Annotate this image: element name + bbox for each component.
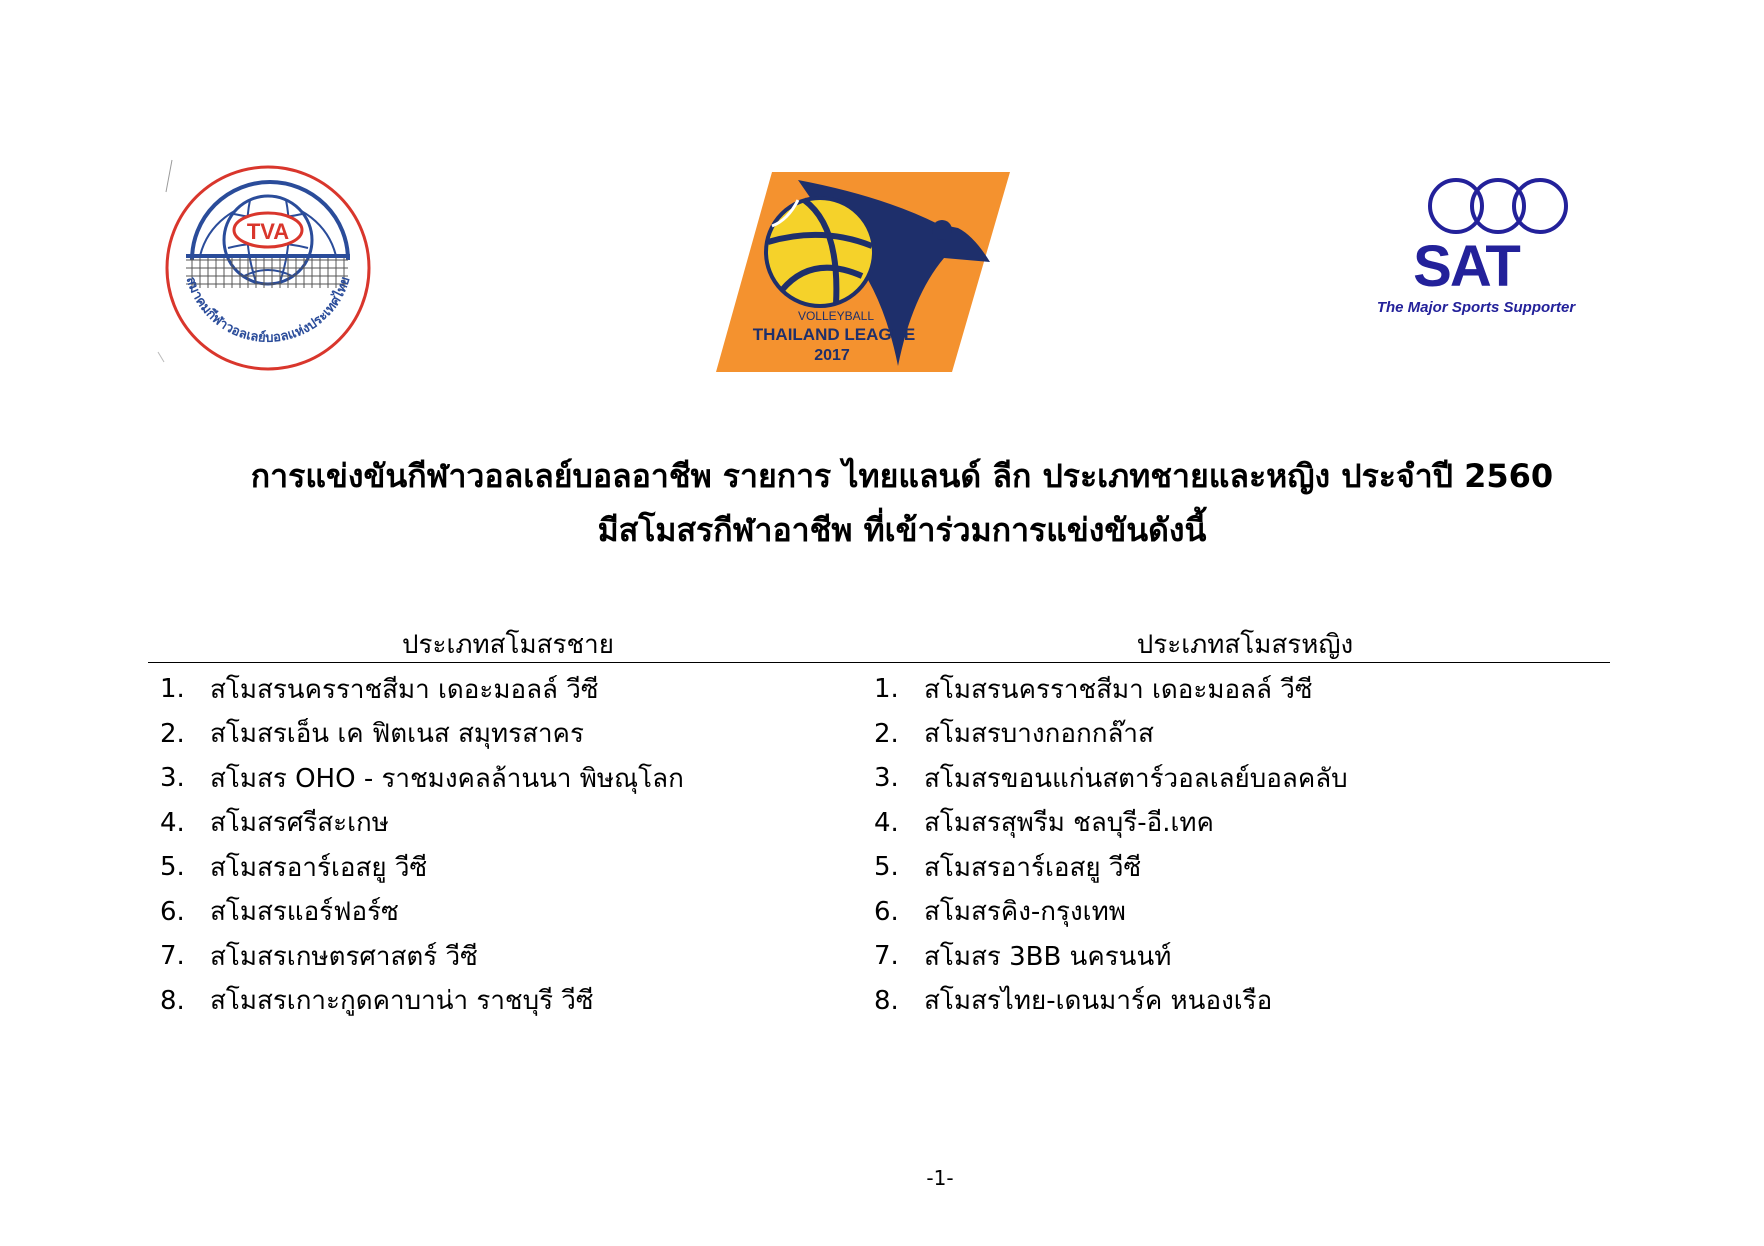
list-item <box>160 667 860 712</box>
league-line3: 2017 <box>814 347 850 364</box>
list-item <box>874 845 1574 890</box>
club-name: สโมสร OHO - ราชมงคลล้านนา พิษณุโลก <box>210 763 684 794</box>
club-name: สโมสรอาร์เอสยู วีซี <box>210 852 428 883</box>
document-title-line2: มีสโมสรกีฬาอาชีพ ที่เข้าร่วมการแข่งขันดังนี้ <box>597 511 1207 549</box>
list-item <box>874 979 1574 1024</box>
league-line2: THAILAND LEAGUE <box>752 325 916 344</box>
sat-tagline: The Major Sports Supporter <box>1378 299 1576 316</box>
club-name: สโมสรไทย-เดนมาร์ค หนองเรือ <box>924 986 1273 1017</box>
club-number: 8. <box>160 985 185 1016</box>
list-item <box>160 845 860 890</box>
club-name: สโมสรนครราชสีมา เดอะมอลล์ วีซี <box>210 674 599 705</box>
club-number: 7. <box>874 941 899 972</box>
list-item <box>874 934 1574 979</box>
club-name: สโมสรศรีสะเกษ <box>210 808 389 839</box>
tva-ring-text: สมาคมกีฬาวอลเลย์บอลแห่งประเทศไทย <box>182 275 354 346</box>
sat-logo <box>1378 166 1578 326</box>
men-clubs-list <box>160 667 860 1023</box>
club-number: 8. <box>874 985 899 1016</box>
club-number: 6. <box>160 896 185 927</box>
club-number: 5. <box>874 852 899 883</box>
page-number: -1- <box>926 1166 954 1190</box>
club-number: 2. <box>160 718 185 749</box>
club-number: 5. <box>160 852 185 883</box>
list-item <box>874 756 1574 801</box>
club-number: 1. <box>874 674 899 705</box>
club-number: 6. <box>874 896 899 927</box>
list-item <box>160 934 860 979</box>
men-clubs-header: ประเภทสโมสรชาย <box>402 630 614 660</box>
list-item <box>874 667 1574 712</box>
league-line1: VOLLEYBALL <box>797 309 875 323</box>
club-name: สโมสรเกาะกูดคาบาน่า ราชบุรี วีซี <box>210 986 594 1017</box>
women-clubs-list <box>874 667 1574 1023</box>
club-number: 2. <box>874 718 899 749</box>
list-item <box>874 712 1574 757</box>
list-item <box>160 801 860 846</box>
list-item <box>160 979 860 1024</box>
tva-logo <box>152 152 384 384</box>
club-name: สโมสรสุพรีม ชลบุรี-อี.เทค <box>924 808 1214 839</box>
document-title-line1: การแข่งขันกีฬาวอลเลย์บอลอาชีพ รายการ ไทยแลนด์ ลีก ประเภทชายและหญิง ประจำปี 2560 <box>250 457 1554 495</box>
list-item <box>874 890 1574 935</box>
club-name: สโมสรบางกอกกล๊าส <box>924 719 1154 750</box>
club-number: 1. <box>160 674 185 705</box>
club-name: สโมสรอาร์เอสยู วีซี <box>924 852 1142 883</box>
list-item <box>160 756 860 801</box>
women-header-rule <box>868 662 1610 663</box>
sat-abbr: SAT <box>1413 234 1519 299</box>
volleyball-thailand-league-logo <box>712 166 1022 378</box>
club-name: สโมสรขอนแก่นสตาร์วอลเลย์บอลคลับ <box>924 763 1348 794</box>
club-name: สโมสรนครราชสีมา เดอะมอลล์ วีซี <box>924 674 1313 705</box>
club-name: สโมสรคิง-กรุงเทพ <box>924 897 1126 928</box>
list-item <box>160 712 860 757</box>
women-clubs-header: ประเภทสโมสรหญิง <box>1136 630 1354 660</box>
club-name: สโมสรแอร์ฟอร์ซ <box>210 897 399 928</box>
club-name: สโมสรเกษตรศาสตร์ วีซี <box>210 941 478 972</box>
list-item <box>874 801 1574 846</box>
tva-abbr: TVA <box>246 219 290 244</box>
club-name: สโมสร 3BB นครนนท์ <box>924 941 1172 972</box>
club-number: 4. <box>874 807 899 838</box>
club-number: 3. <box>874 763 899 794</box>
club-number: 3. <box>160 763 185 794</box>
men-header-rule <box>148 662 868 663</box>
club-number: 7. <box>160 941 185 972</box>
club-number: 4. <box>160 807 185 838</box>
club-name: สโมสรเอ็น เค ฟิตเนส สมุทรสาคร <box>210 719 584 750</box>
list-item <box>160 890 860 935</box>
